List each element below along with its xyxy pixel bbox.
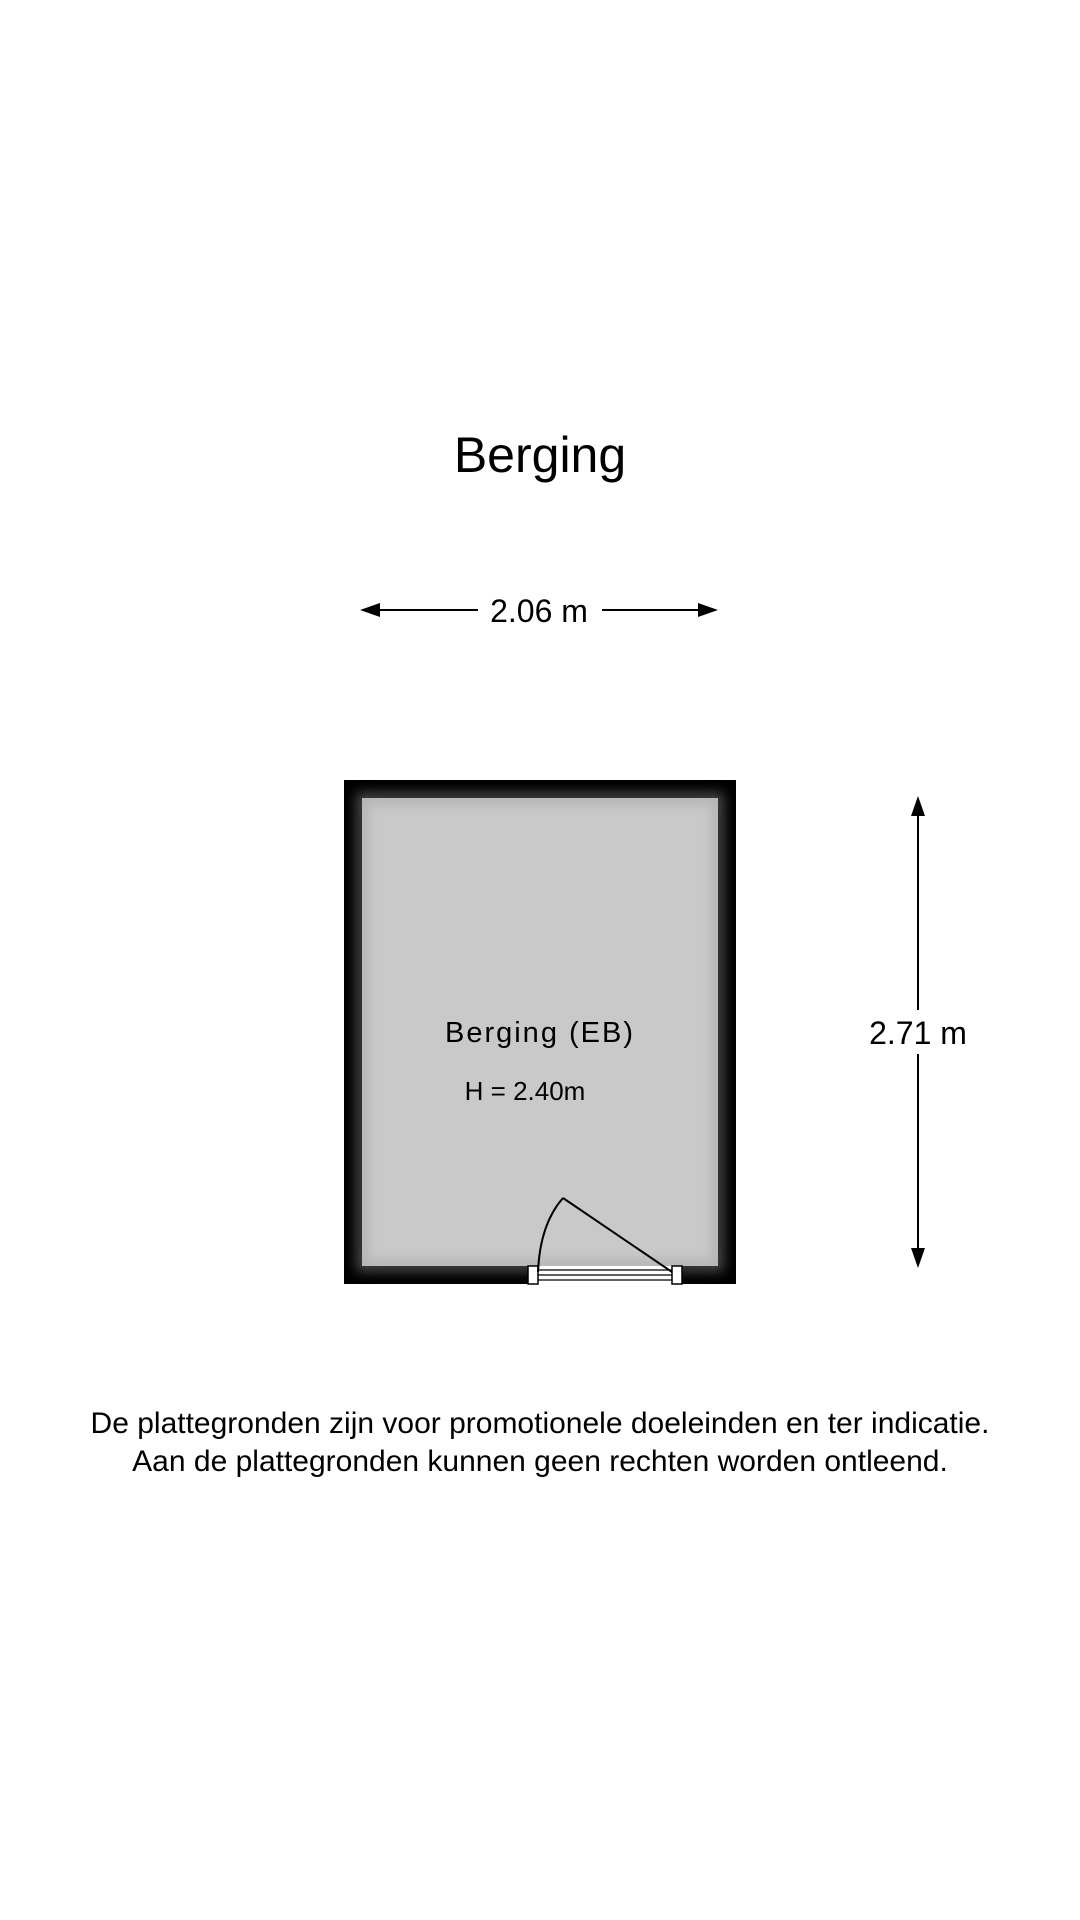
disclaimer-line-1: De plattegronden zijn voor promotionele doeleinden en ter indicatie. [90, 1407, 990, 1440]
arrowhead-down-icon [911, 1248, 925, 1268]
depth-dimension-label: 2.71 m [869, 1015, 967, 1051]
disclaimer-line-2: Aan de plattegronden kunnen geen rechten worden ontleend. [132, 1445, 948, 1478]
arrowhead-up-icon [911, 796, 925, 816]
arrowhead-left-icon [360, 603, 380, 617]
door-frame-right [672, 1266, 682, 1284]
disclaimer [0, 1405, 1080, 1481]
depth-dimension [869, 796, 967, 1268]
arrowhead-right-icon [698, 603, 718, 617]
room-berging [344, 780, 736, 1284]
floorplan-title: Berging [453, 427, 627, 483]
door-frame-left [528, 1266, 538, 1284]
room-name-label: Berging (EB) [444, 1017, 636, 1049]
room-height-label: H = 2.40m [464, 1076, 586, 1106]
width-dimension [360, 593, 718, 629]
width-dimension-label: 2.06 m [490, 593, 588, 629]
